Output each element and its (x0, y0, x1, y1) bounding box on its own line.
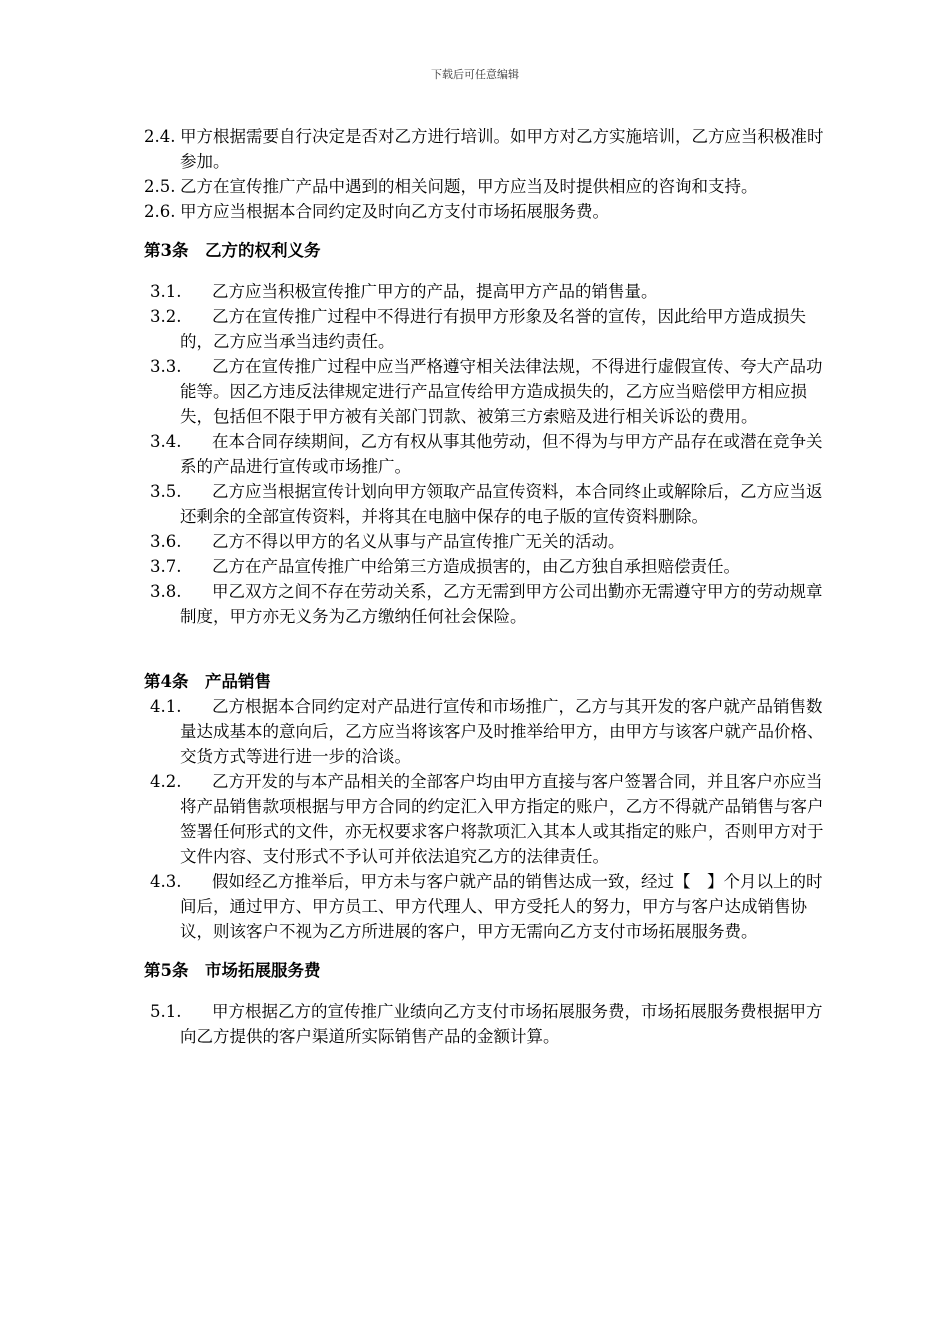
clause-number: 3.3. (150, 357, 182, 376)
clause-5-1 (144, 999, 824, 1049)
clause-2-5 (144, 174, 824, 199)
clause-2-4 (144, 124, 824, 174)
clause-3-5 (144, 479, 824, 529)
clause-text: 甲方应当根据本合同约定及时向乙方支付市场拓展服务费。 (180, 202, 609, 221)
clause-3-6 (144, 529, 824, 554)
clause-4-1 (144, 694, 824, 769)
clause-text: 假如经乙方推举后，甲方未与客户就产品的销售达成一致，经过【 】个月以上的时间后，通过甲方、甲方员工、甲方代理人、甲方受托人的努力，甲方与客户达成销售协议，则该客户不视为乙方所进展的客户，甲方无需向乙方支付市场拓展服务费。 (180, 872, 823, 941)
clause-text: 甲方根据需要自行决定是否对乙方进行培训。如甲方对乙方实施培训，乙方应当积极准时参加。 (180, 127, 824, 171)
page-header: 下载后可任意编辑 (431, 68, 519, 81)
clause-number: 2.4. (144, 127, 176, 146)
clause-number: 5.1. (150, 1002, 182, 1021)
clause-3-4 (144, 429, 824, 479)
clause-number: 3.2. (150, 307, 182, 326)
clause-4-2 (144, 769, 824, 869)
clause-text: 乙方在产品宣传推广中给第三方造成损害的，由乙方独自承担赔偿责任。 (212, 557, 740, 576)
clause-2-6 (144, 199, 824, 224)
clause-number: 4.2. (150, 772, 182, 791)
clause-text: 乙方根据本合同约定对产品进行宣传和市场推广，乙方与其开发的客户就产品销售数量达成基本的意向后，乙方应当将该客户及时推举给甲方，由甲方与该客户就产品价格、交货方式等进行进一步的洽谈。 (180, 697, 824, 766)
clause-text: 甲乙双方之间不存在劳动关系，乙方无需到甲方公司出勤亦无需遵守甲方的劳动规章制度，甲方亦无义务为乙方缴纳任何社会保险。 (180, 582, 823, 626)
clause-number: 3.1. (150, 282, 182, 301)
clause-3-1 (144, 279, 824, 304)
clause-number: 4.3. (150, 872, 182, 891)
clause-3-7 (144, 554, 824, 579)
clause-number: 3.6. (150, 532, 182, 551)
clause-text: 乙方在宣传推广过程中不得进行有损甲方形象及名誉的宣传，因此给甲方造成损失的，乙方应当承当违约责任。 (180, 307, 806, 351)
clause-3-3 (144, 354, 824, 429)
clause-text: 乙方在宣传推广过程中应当严格遵守相关法律法规，不得进行虚假宣传、夸大产品功能等。因乙方违反法律规定进行产品宣传给甲方造成损失的，乙方应当赔偿甲方相应损失，包括但不限于甲方被有关部门罚款、被第三方索赔及进行相关诉讼的费用。 (180, 357, 823, 426)
clause-number: 2.6. (144, 202, 176, 221)
clause-number: 3.4. (150, 432, 182, 451)
clause-number: 3.7. (150, 557, 182, 576)
clause-number: 3.8. (150, 582, 182, 601)
clause-text: 乙方应当根据宣传计划向甲方领取产品宣传资料，本合同终止或解除后，乙方应当返还剩余的全部宣传资料，并将其在电脑中保存的电子版的宣传资料删除。 (180, 482, 823, 526)
section-4-title: 第4条 产品销售 (144, 672, 271, 691)
clause-text: 乙方不得以甲方的名义从事与产品宣传推广无关的活动。 (212, 532, 625, 551)
clause-text: 乙方开发的与本产品相关的全部客户均由甲方直接与客户签署合同，并且客户亦应当将产品销售款项根据与甲方合同的约定汇入甲方指定的账户，乙方不得就产品销售与客户签署任何形式的文件，亦无权要求客户将款项汇入其本人或其指定的账户，否则甲方对于文件内容、支付形式不予认可并依法追究乙方的法律责任。 (180, 772, 824, 866)
document-body (144, 124, 824, 1049)
section-3-title: 第3条 乙方的权利义务 (144, 241, 321, 260)
clause-3-8 (144, 579, 824, 629)
clause-text: 甲方根据乙方的宣传推广业绩向乙方支付市场拓展服务费，市场拓展服务费根据甲方向乙方提供的客户渠道所实际销售产品的金额计算。 (180, 1002, 823, 1046)
clause-number: 3.5. (150, 482, 182, 501)
clause-3-2 (144, 304, 824, 354)
clause-text: 乙方应当积极宣传推广甲方的产品，提高甲方产品的销售量。 (212, 282, 658, 301)
clause-number: 4.1. (150, 697, 182, 716)
clause-text: 在本合同存续期间，乙方有权从事其他劳动，但不得为与甲方产品存在或潜在竞争关系的产品进行宣传或市场推广。 (180, 432, 823, 476)
clause-4-3 (144, 869, 824, 944)
section-5-title: 第5条 市场拓展服务费 (144, 961, 321, 980)
clause-number: 2.5. (144, 177, 176, 196)
clause-text: 乙方在宣传推广产品中遇到的相关问题，甲方应当及时提供相应的咨询和支持。 (180, 177, 758, 196)
